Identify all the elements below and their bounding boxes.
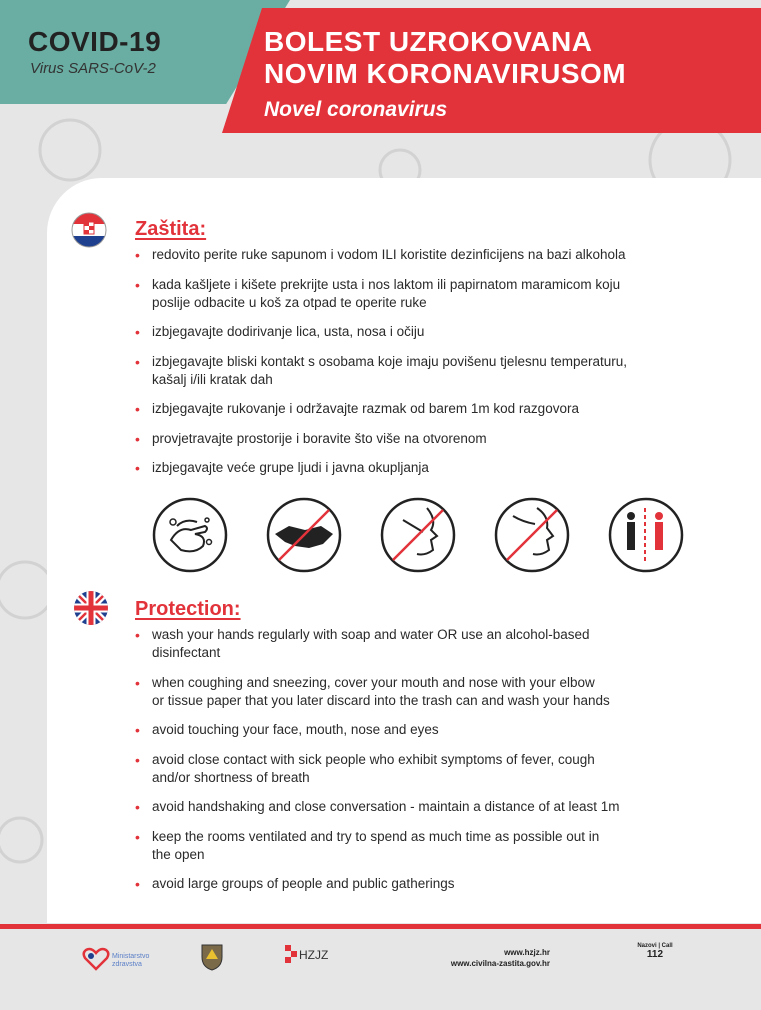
- english-item: [135, 674, 745, 710]
- croatian-item-line: • redovito perite ruke sapunom i vodom ILI koristite dezinficijens na bazi alkohola: [152, 247, 626, 262]
- english-item-line: and/or shortness of breath: [152, 769, 310, 785]
- main-title-line1: BOLEST UZROKOVANA: [264, 26, 593, 57]
- croatian-item-line: • izbjegavajte veće grupe ljudi i javna okupljanja: [152, 460, 429, 475]
- civil-protection-emblem-icon: [200, 943, 224, 971]
- croatian-item-line: poslije odbacite u koš za otpad te operite ruke: [152, 294, 427, 310]
- hzjz-label: HZJZ: [299, 948, 329, 962]
- english-protection-list: [135, 626, 745, 905]
- croatian-protection-list: [135, 246, 745, 489]
- ministry-label: Ministarstvo zdravstva: [112, 953, 150, 968]
- croatian-item: [135, 323, 745, 341]
- croatian-item: [135, 276, 745, 312]
- footer: [0, 929, 761, 1010]
- croatian-item-line: • izbjegavajte rukovanje i održavajte razmak od barem 1m kod razgovora: [152, 401, 579, 416]
- no-face-touching-icon: [379, 496, 457, 574]
- main-subtitle: Novel coronavirus: [264, 98, 448, 121]
- english-item-line: • avoid close contact with sick people who exhibit symptoms of fever, cough: [152, 751, 595, 767]
- english-item: [135, 798, 745, 816]
- no-eye-touching-icon: [493, 496, 571, 574]
- hzjz-logo: [285, 945, 329, 970]
- croatian-item: [135, 353, 745, 389]
- main-title-line2: NOVIM KORONAVIRUSOM: [264, 58, 627, 89]
- croatian-item: [135, 400, 745, 418]
- croatian-item-line: • izbjegavajte dodirivanje lica, usta, nosa i očiju: [152, 324, 425, 339]
- covid-subtitle: Virus SARS-CoV-2: [30, 60, 156, 77]
- call-number: 112: [646, 949, 664, 960]
- content-card: [47, 178, 761, 923]
- english-item-line: • avoid handshaking and close conversation - maintain a distance of at least 1m: [152, 799, 620, 814]
- croatian-item: [135, 459, 745, 477]
- websites: [430, 947, 550, 969]
- main-title: [264, 26, 626, 90]
- english-item-line: • avoid touching your face, mouth, nose and eyes: [152, 722, 439, 737]
- header: [0, 0, 761, 125]
- covid-title: COVID-19: [28, 26, 162, 57]
- english-item-line: the open: [152, 846, 205, 862]
- distance-icon: [607, 496, 685, 574]
- croatian-section-title: Zaštita:: [135, 218, 207, 240]
- english-item-line: disinfectant: [152, 645, 221, 660]
- emergency-call: [630, 943, 680, 960]
- english-item: [135, 751, 745, 787]
- english-item-line: or tissue paper that you later discard into the trash can and wash your hands: [152, 692, 610, 708]
- english-item-line: • avoid large groups of people and public gatherings: [152, 876, 455, 891]
- croatian-item-line: • kada kašljete i kišete prekrijte usta i nos laktom ili papirnatom maramicom koju: [152, 276, 621, 292]
- no-handshake-icon: [265, 496, 343, 574]
- english-section-title: Protection:: [135, 598, 241, 620]
- ministry-heart-icon: [82, 947, 110, 971]
- croatian-item: [135, 430, 745, 448]
- uk-flag-icon: [73, 590, 109, 626]
- english-item-line: • wash your hands regularly with soap and water OR use an alcohol-based: [152, 627, 590, 642]
- croatian-item-line: kašalj i/ili kratak dah: [152, 371, 273, 387]
- english-item-line: • keep the rooms ventilated and try to spend as much time as possible out in: [152, 828, 600, 844]
- croatian-item: [135, 246, 745, 264]
- ministry-logo: [82, 947, 150, 976]
- english-item: [135, 828, 745, 864]
- website-hzjz[interactable]: www.hzjz.hr: [504, 948, 550, 957]
- croatian-flag-icon: [71, 212, 107, 248]
- english-item: [135, 721, 745, 739]
- croatian-item-line: • izbjegavajte bliski kontakt s osobama koje imaju povišenu tjelesnu temperaturu,: [152, 353, 628, 369]
- hand-washing-icon: [151, 496, 229, 574]
- hzjz-mark-icon: [285, 945, 297, 965]
- call-label: Nazovi | Call: [637, 943, 673, 949]
- english-item: [135, 875, 745, 893]
- website-civilna-zastita[interactable]: www.civilna-zastita.gov.hr: [450, 959, 550, 968]
- english-item: [135, 626, 745, 662]
- croatian-item-line: • provjetravajte prostorije i boravite što više na otvorenom: [152, 430, 487, 446]
- prevention-icons-row: [151, 496, 711, 578]
- english-item-line: • when coughing and sneezing, cover your mouth and nose with your elbow: [152, 674, 595, 690]
